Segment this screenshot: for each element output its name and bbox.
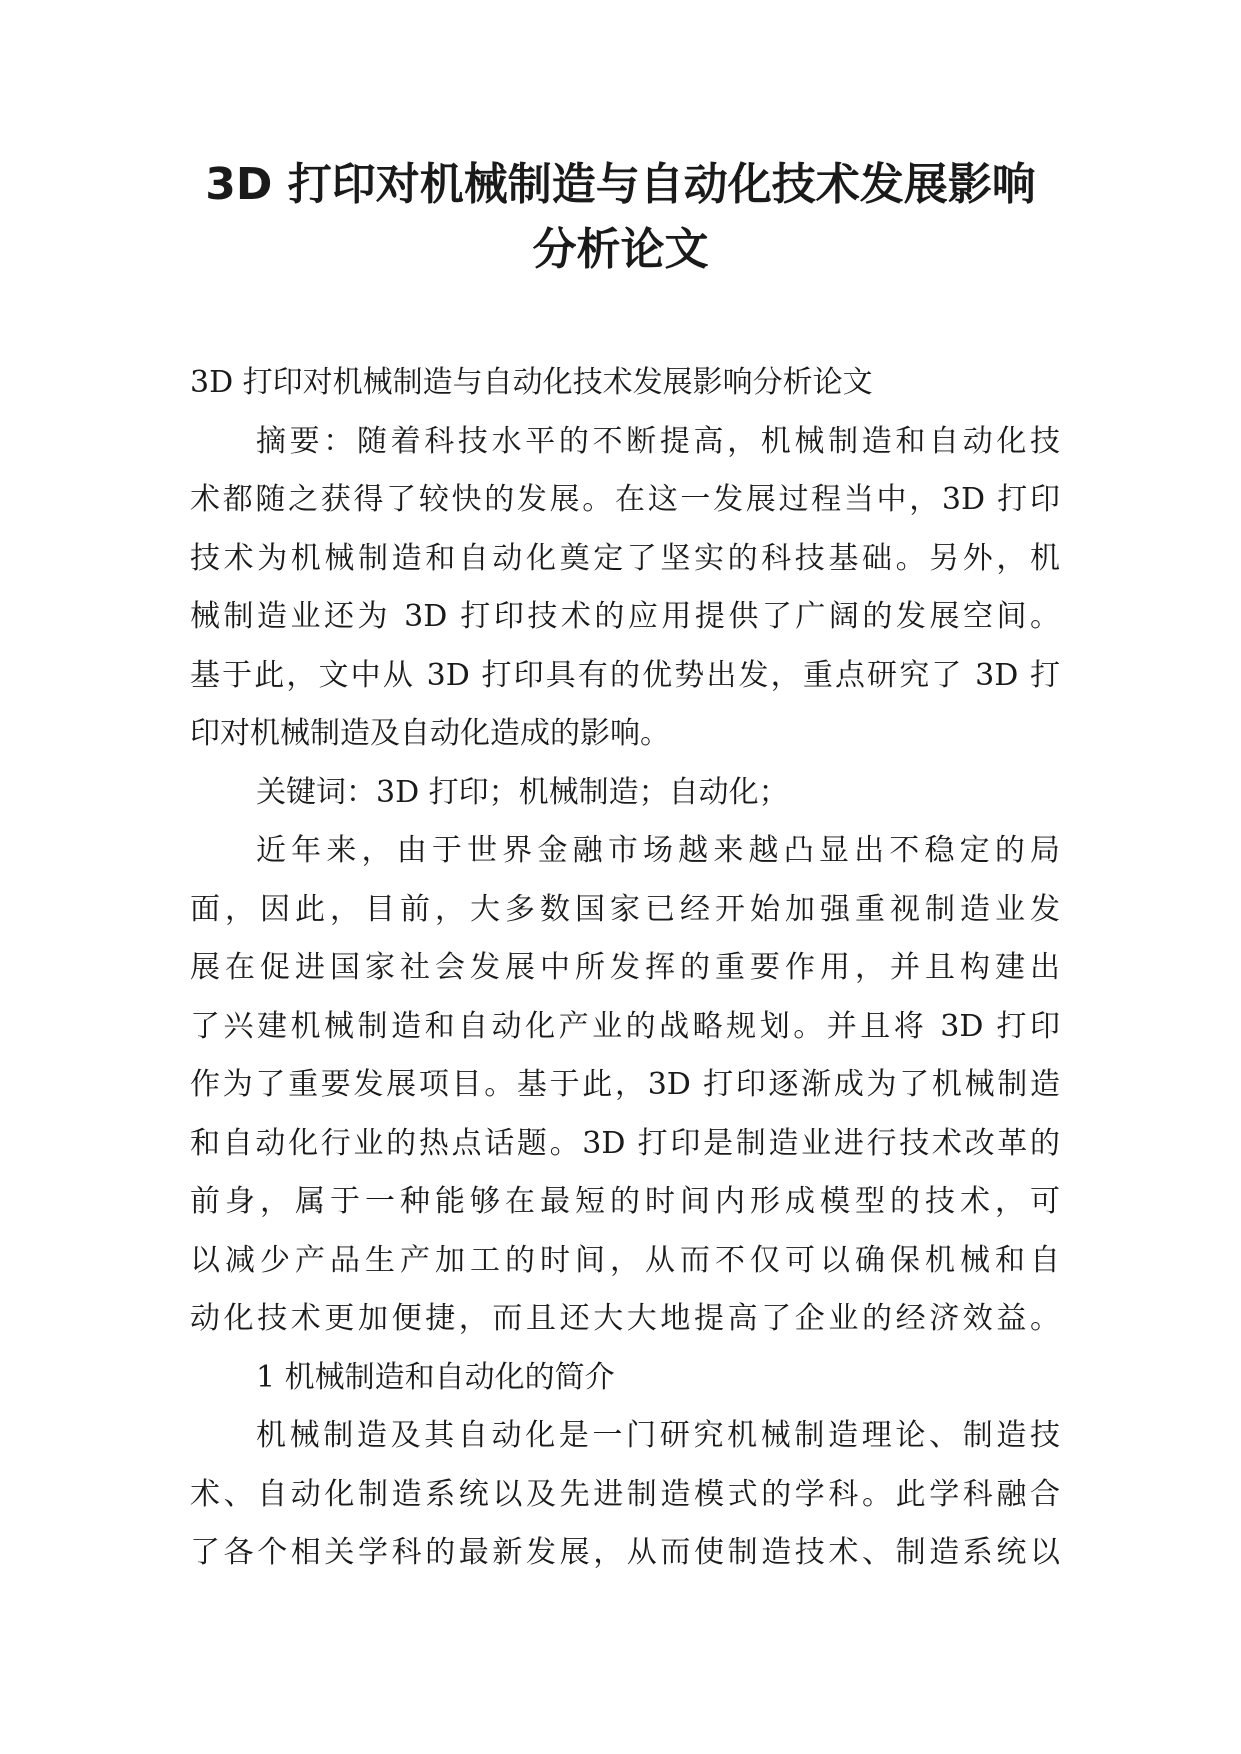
body-line: 前身，属于一种能够在最短的时间内形成模型的技术，可	[190, 1184, 1060, 1219]
body-line: 摘要：随着科技水平的不断提高，机械制造和自动化技	[256, 423, 1060, 459]
body-line: 印对机械制造及自动化造成的影响。	[190, 716, 670, 751]
body-line: 面，因此，目前，大多数国家已经开始加强重视制造业发	[190, 891, 1060, 927]
body-line: 3D 打印对机械制造与自动化技术发展影响分析论文	[190, 365, 873, 400]
body-line: 术、自动化制造系统以及先进制造模式的学科。此学科融合	[190, 1476, 1060, 1512]
body-line: 和自动化行业的热点话题。3D 打印是制造业进行技术改革的	[190, 1125, 1060, 1161]
body-line: 机械制造及其自动化是一门研究机械制造理论、制造技	[256, 1418, 1060, 1453]
body-line: 械制造业还为 3D 打印技术的应用提供了广阔的发展空间。	[190, 599, 1060, 634]
body-line: 了兴建机械制造和自动化产业的战略规划。并且将 3D 打印	[190, 1008, 1060, 1044]
body-line: 动化技术更加便捷，而且还大大地提高了企业的经济效益。	[190, 1301, 1060, 1336]
body-line: 基于此，文中从 3D 打印具有的优势出发，重点研究了 3D 打	[190, 657, 1060, 693]
body-line: 了各个相关学科的最新发展，从而使制造技术、制造系统以	[190, 1535, 1060, 1570]
body-line: 展在促进国家社会发展中所发挥的重要作用，并且构建出	[190, 950, 1060, 985]
body-line: 以减少产品生产加工的时间，从而不仅可以确保机械和自	[190, 1242, 1060, 1278]
body-line: 作为了重要发展项目。基于此，3D 打印逐渐成为了机械制造	[190, 1067, 1060, 1102]
body-line: 术都随之获得了较快的发展。在这一发展过程当中，3D 打印	[190, 482, 1060, 517]
document-body	[190, 354, 1060, 1583]
document-title-line-1: 3D 打印对机械制造与自动化技术发展影响	[205, 159, 1036, 210]
body-line: 1 机械制造和自动化的简介	[256, 1359, 615, 1395]
body-line: 技术为机械制造和自动化奠定了坚实的科技基础。另外，机	[190, 540, 1060, 576]
document-title-line-2: 分析论文	[532, 224, 709, 275]
body-line: 关键词：3D 打印；机械制造；自动化；	[256, 774, 789, 810]
body-line: 近年来，由于世界金融市场越来越凸显出不稳定的局	[256, 833, 1060, 868]
